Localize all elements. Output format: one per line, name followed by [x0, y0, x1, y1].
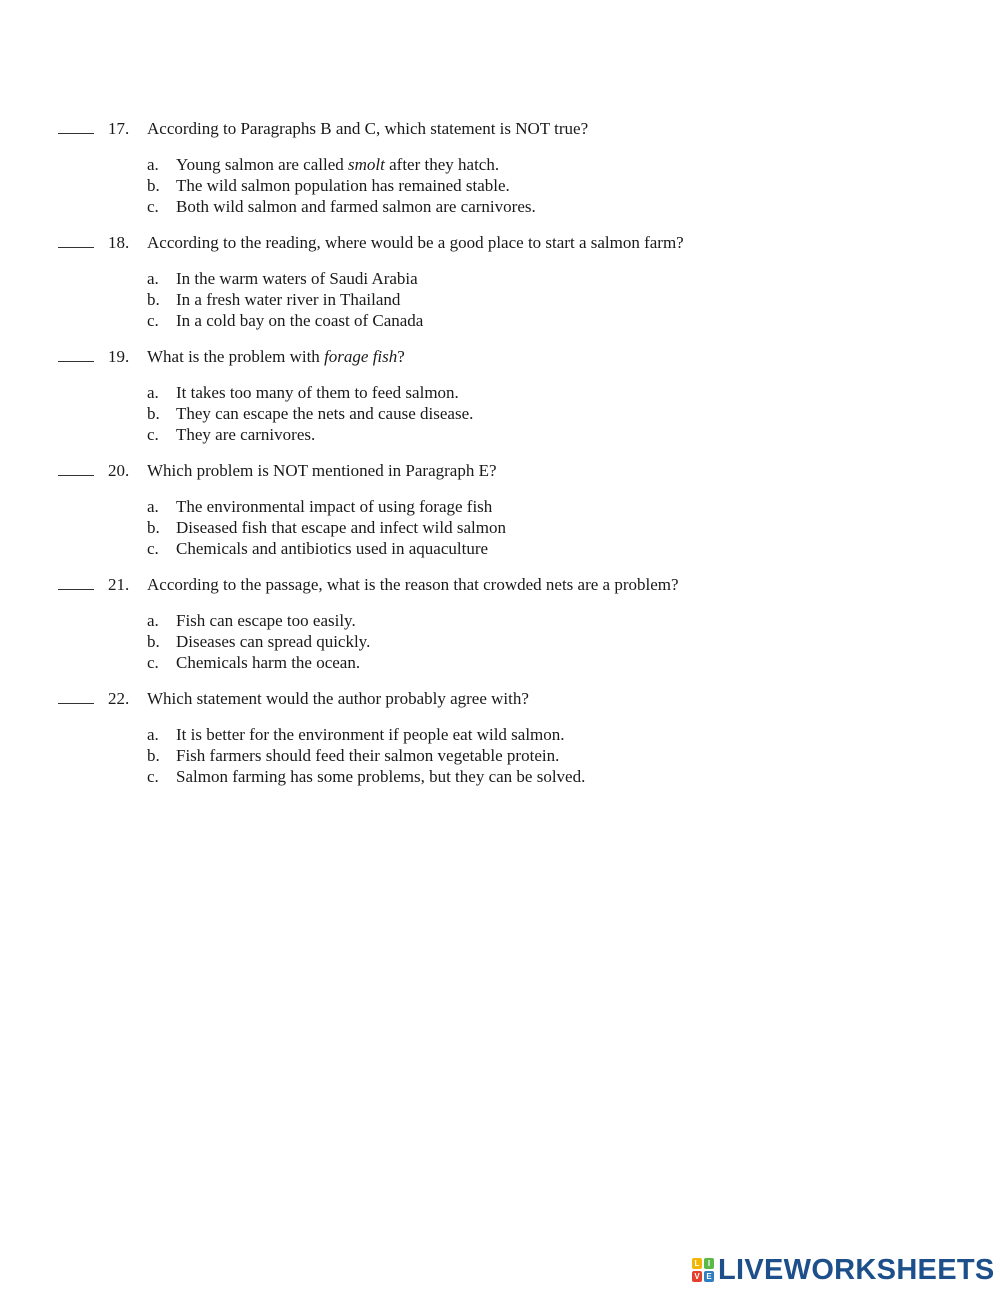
answer-blank-20[interactable] — [58, 475, 94, 476]
option-b — [0, 290, 1000, 311]
question-20 — [0, 460, 1000, 559]
option-c — [0, 767, 1000, 788]
option-c — [0, 539, 1000, 560]
option-letter: a. — [147, 725, 159, 744]
logo-tile-l: L — [692, 1258, 702, 1269]
option-letter: c. — [147, 424, 159, 444]
question-text: Which problem is NOT mentioned in Paragraph E? — [147, 461, 497, 480]
option-a — [0, 155, 1000, 176]
logo-tile-v: V — [692, 1271, 702, 1282]
option-c — [0, 425, 1000, 446]
liveworksheets-logo-icon — [692, 1257, 716, 1283]
option-letter: b. — [147, 745, 160, 765]
question-19 — [0, 346, 1000, 445]
option-text: Both wild salmon and farmed salmon are carnivores. — [176, 196, 536, 216]
question-17 — [0, 118, 1000, 217]
question-text: According to Paragraphs B and C, which statement is NOT true? — [147, 119, 589, 138]
option-letter: c. — [147, 310, 159, 330]
option-letter: a. — [147, 269, 159, 288]
option-text: They can escape the nets and cause disease. — [176, 403, 474, 423]
question-number: 17. — [108, 119, 130, 138]
option-text: Salmon farming has some problems, but they can be solved. — [176, 766, 586, 786]
option-b — [0, 176, 1000, 197]
option-text: Chemicals harm the ocean. — [176, 652, 361, 672]
question-21 — [0, 574, 1000, 673]
option-a — [0, 383, 1000, 404]
option-text: Diseases can spread quickly. — [176, 631, 371, 651]
option-a — [0, 497, 1000, 518]
italic-term: smolt — [348, 155, 385, 174]
option-c — [0, 197, 1000, 218]
option-text: Diseased fish that escape and infect wild salmon — [176, 517, 506, 537]
option-letter: c. — [147, 766, 159, 786]
question-text: Which statement would the author probably agree with? — [147, 689, 529, 708]
option-text: Young salmon are called smolt after they hatch. — [176, 155, 500, 174]
option-letter: b. — [147, 175, 160, 195]
logo-tile-i: I — [704, 1258, 714, 1269]
question-number: 18. — [108, 233, 130, 252]
liveworksheets-logo — [692, 1254, 995, 1286]
option-text: It takes too many of them to feed salmon. — [176, 383, 459, 402]
option-letter: b. — [147, 289, 160, 309]
option-b — [0, 632, 1000, 653]
question-number: 22. — [108, 689, 130, 708]
option-b — [0, 518, 1000, 539]
option-a — [0, 269, 1000, 290]
option-letter: a. — [147, 155, 159, 174]
answer-blank-22[interactable] — [58, 703, 94, 704]
option-text: In a cold bay on the coast of Canada — [176, 310, 424, 330]
question-text: What is the problem with forage fish? — [147, 347, 405, 366]
option-letter: c. — [147, 538, 159, 558]
question-number: 21. — [108, 575, 130, 594]
option-text: Fish farmers should feed their salmon vegetable protein. — [176, 745, 560, 765]
option-b — [0, 746, 1000, 767]
question-22 — [0, 688, 1000, 787]
answer-blank-21[interactable] — [58, 589, 94, 590]
option-b — [0, 404, 1000, 425]
option-text: Fish can escape too easily. — [176, 611, 356, 630]
option-c — [0, 311, 1000, 332]
option-a — [0, 611, 1000, 632]
answer-blank-19[interactable] — [58, 361, 94, 362]
logo-tile-e: E — [704, 1271, 714, 1282]
logo-wordmark: LIVEWORKSHEETS — [718, 1254, 995, 1286]
option-text: It is better for the environment if people eat wild salmon. — [176, 725, 565, 744]
question-number: 20. — [108, 461, 130, 480]
option-letter: c. — [147, 196, 159, 216]
italic-term: forage fish — [324, 347, 398, 366]
option-letter: c. — [147, 652, 159, 672]
answer-blank-18[interactable] — [58, 247, 94, 248]
option-text: Chemicals and antibiotics used in aquaculture — [176, 538, 489, 558]
option-text: They are carnivores. — [176, 424, 316, 444]
question-text: According to the reading, where would be a good place to start a salmon farm? — [147, 233, 684, 252]
question-18 — [0, 232, 1000, 331]
option-letter: a. — [147, 611, 159, 630]
option-c — [0, 653, 1000, 674]
option-letter: a. — [147, 497, 159, 516]
option-letter: b. — [147, 631, 160, 651]
option-letter: a. — [147, 383, 159, 402]
option-text: The environmental impact of using forage fish — [176, 497, 493, 516]
option-letter: b. — [147, 403, 160, 423]
option-a — [0, 725, 1000, 746]
answer-blank-17[interactable] — [58, 133, 94, 134]
option-text: The wild salmon population has remained stable. — [176, 175, 510, 195]
question-text: According to the passage, what is the reason that crowded nets are a problem? — [147, 575, 679, 594]
question-number: 19. — [108, 347, 130, 366]
option-letter: b. — [147, 517, 160, 537]
option-text: In a fresh water river in Thailand — [176, 289, 401, 309]
option-text: In the warm waters of Saudi Arabia — [176, 269, 418, 288]
